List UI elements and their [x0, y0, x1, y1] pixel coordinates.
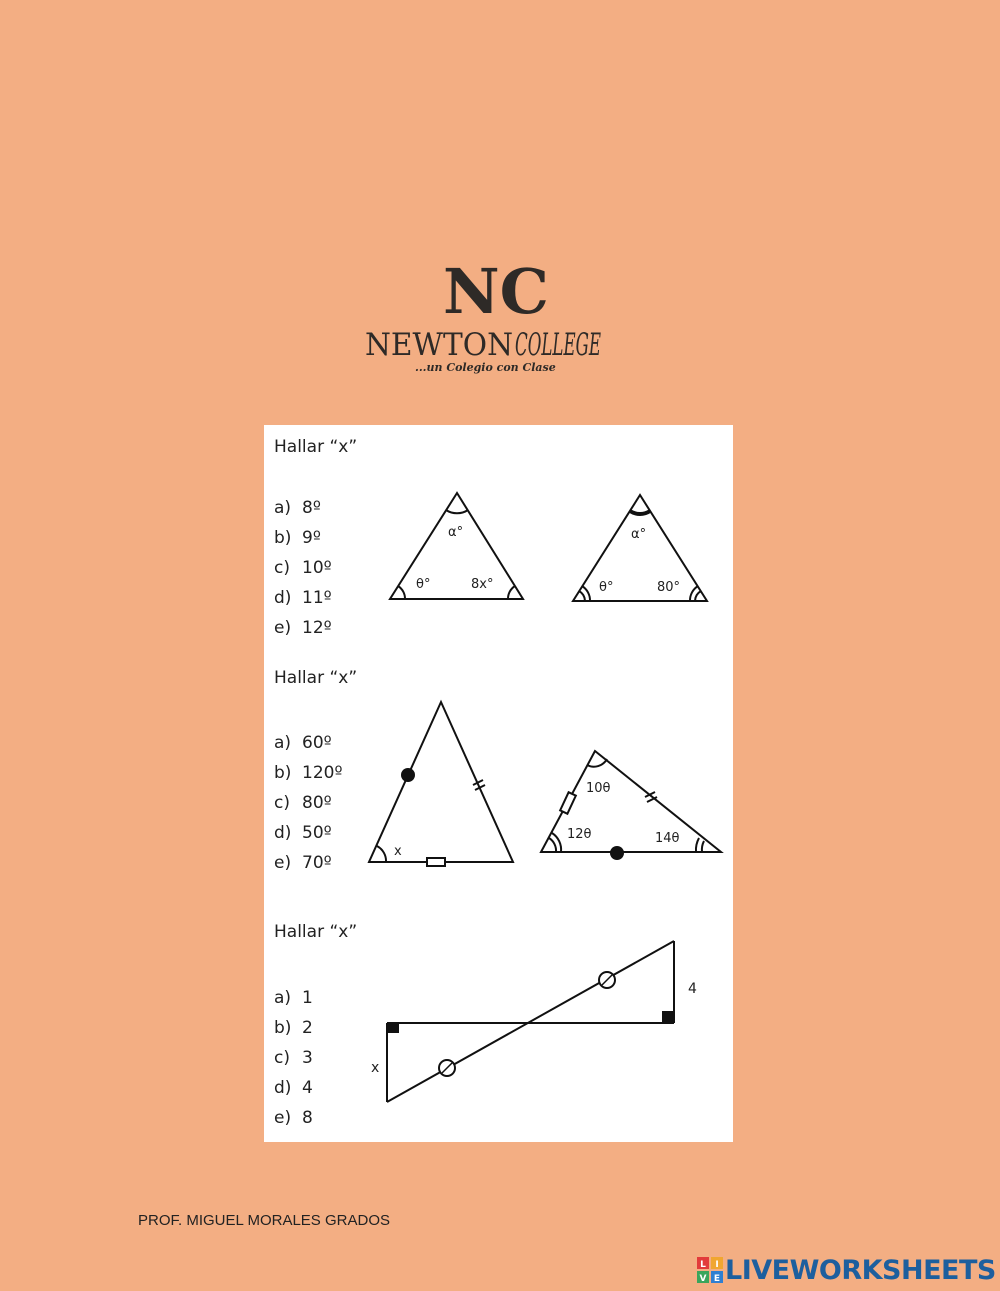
q3-right-angle-marker-left [387, 1023, 399, 1033]
q2-t2-right-label: 14θ [655, 831, 680, 846]
q2-t1-angle-label: x [394, 844, 402, 859]
option-item[interactable]: c) 3 [274, 1048, 313, 1068]
liveworksheets-logo [697, 1253, 996, 1287]
worksheet-panel [264, 425, 733, 1142]
q2-triangle-1 [369, 702, 513, 866]
question-2-title: Hallar “x” [274, 668, 358, 688]
q3-right-angle-marker-right [662, 1011, 674, 1023]
q1-t1-left-label: θ° [416, 577, 431, 592]
q2-t1-dot-marker [401, 768, 415, 782]
q1-t2-top-label: α° [631, 527, 647, 542]
option-item[interactable]: a) 1 [274, 988, 313, 1008]
svg-text:V: V [699, 1274, 707, 1284]
logo-tagline: ...un Colegio con Clase [415, 361, 556, 374]
q3-right-side-label: 4 [688, 981, 697, 997]
newton-college-logo [360, 255, 610, 380]
option-item[interactable]: d) 4 [274, 1078, 313, 1098]
option-item[interactable]: d) 11º [274, 588, 332, 608]
q1-t1-right-label: 8x° [471, 577, 494, 592]
logo-monogram-text: NC [443, 255, 550, 328]
option-item[interactable]: e) 70º [274, 853, 332, 873]
svg-text:E: E [713, 1274, 721, 1284]
svg-text:L: L [700, 1260, 706, 1270]
q2-t2-top-label: 10θ [586, 781, 611, 796]
option-item[interactable]: b) 120º [274, 763, 343, 783]
option-item[interactable]: e) 12º [274, 618, 332, 638]
q1-triangle-1 [390, 493, 523, 599]
q1-t2-right-label: 80° [657, 580, 681, 595]
q1-triangle-2 [573, 495, 707, 601]
option-item[interactable]: a) 60º [274, 733, 332, 753]
q1-t1-top-label: α° [448, 525, 464, 540]
question-1-title: Hallar “x” [274, 437, 358, 457]
option-item[interactable]: c) 80º [274, 793, 332, 813]
option-item[interactable]: d) 50º [274, 823, 332, 843]
logo-name-college: COLLEGE [515, 327, 602, 363]
q3-figure [387, 941, 674, 1102]
option-item[interactable]: a) 8º [274, 498, 321, 518]
q2-t2-left-label: 12θ [567, 827, 592, 842]
q3-left-side-label: x [371, 1060, 380, 1076]
question-3-title: Hallar “x” [274, 922, 358, 942]
option-item[interactable]: b) 2 [274, 1018, 313, 1038]
logo-name-newton: NEWTON [365, 327, 513, 363]
option-item[interactable]: e) 8 [274, 1108, 313, 1128]
liveworksheets-icon [697, 1257, 723, 1283]
svg-text:I: I [715, 1260, 719, 1270]
option-item[interactable]: c) 10º [274, 558, 332, 578]
q2-t2-dot-marker [610, 846, 624, 860]
q1-t2-left-label: θ° [599, 580, 614, 595]
liveworksheets-brand-text: LIVEWORKSHEETS [725, 1254, 996, 1286]
geometry-figures [264, 425, 733, 1142]
logo-monogram [443, 255, 549, 328]
professor-name: PROF. MIGUEL MORALES GRADOS [138, 1212, 390, 1229]
option-item[interactable]: b) 9º [274, 528, 321, 548]
